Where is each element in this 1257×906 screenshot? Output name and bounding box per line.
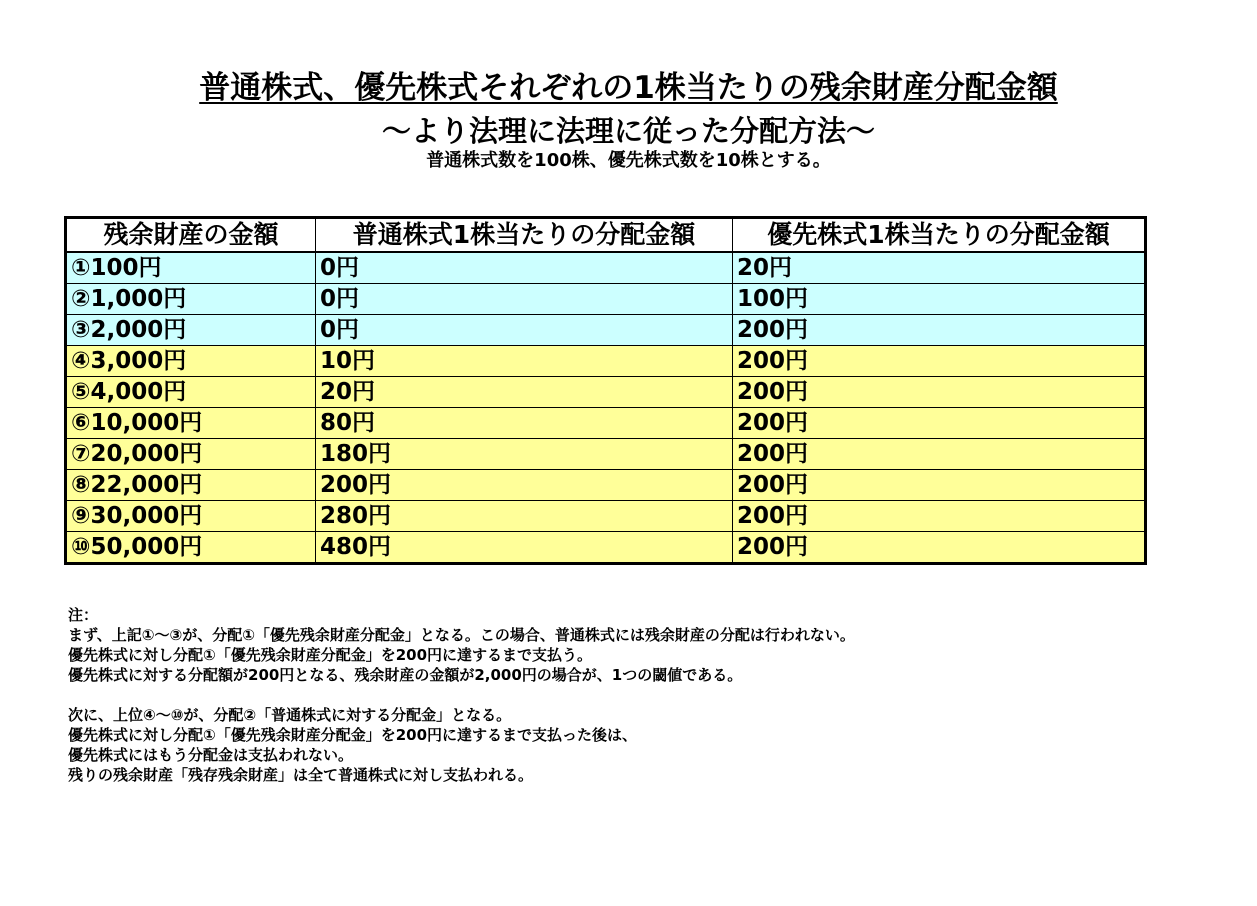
table-header-row	[66, 218, 1146, 253]
cell-common-amount: 20円	[316, 377, 733, 408]
notes-heading: 注：	[68, 606, 99, 624]
cell-common-amount: 0円	[316, 284, 733, 315]
cell-preferred-amount: 200円	[733, 408, 1146, 439]
table-row	[66, 470, 1146, 501]
cell-residual-amount: ②1,000円	[66, 284, 316, 315]
note-line: 次に、上位④～⑩が、分配②「普通株式に対する分配金」となる。	[68, 706, 512, 724]
cell-residual-amount: ①100円	[66, 252, 316, 284]
cell-preferred-amount: 200円	[733, 315, 1146, 346]
cell-preferred-amount: 200円	[733, 532, 1146, 564]
distribution-table	[64, 216, 1147, 565]
header-preferred-per-share: 優先株式1株当たりの分配金額	[733, 218, 1146, 253]
notes-section	[68, 605, 1218, 785]
cell-residual-amount: ④3,000円	[66, 346, 316, 377]
header-residual-amount: 残余財産の金額	[66, 218, 316, 253]
note-line: 優先株式にはもう分配金は支払われない。	[68, 746, 354, 764]
cell-residual-amount: ⑨30,000円	[66, 501, 316, 532]
table-row	[66, 408, 1146, 439]
cell-residual-amount: ⑥10,000円	[66, 408, 316, 439]
cell-preferred-amount: 200円	[733, 439, 1146, 470]
cell-common-amount: 0円	[316, 252, 733, 284]
table-row	[66, 284, 1146, 315]
cell-residual-amount: ③2,000円	[66, 315, 316, 346]
cell-common-amount: 280円	[316, 501, 733, 532]
document-title	[0, 68, 1257, 108]
table-body	[66, 252, 1146, 564]
document-subtitle: ～より法理に法理に従った分配方法～	[381, 114, 875, 148]
cell-residual-amount: ⑧22,000円	[66, 470, 316, 501]
cell-common-amount: 10円	[316, 346, 733, 377]
document-title-text: 普通株式、優先株式それぞれの1株当たりの残余財産分配金額	[199, 70, 1058, 106]
note-line	[68, 685, 1218, 705]
cell-preferred-amount: 200円	[733, 346, 1146, 377]
cell-common-amount: 200円	[316, 470, 733, 501]
cell-residual-amount: ⑦20,000円	[66, 439, 316, 470]
table-row	[66, 532, 1146, 564]
table-row	[66, 377, 1146, 408]
cell-residual-amount: ⑤4,000円	[66, 377, 316, 408]
table-row	[66, 315, 1146, 346]
cell-common-amount: 180円	[316, 439, 733, 470]
cell-common-amount: 0円	[316, 315, 733, 346]
note-line: まず、上記①～③が、分配①「優先残余財産分配金」となる。この場合、普通株式には残余財産の分配は行われない。	[68, 626, 855, 644]
cell-common-amount: 80円	[316, 408, 733, 439]
header-common-per-share: 普通株式1株当たりの分配金額	[316, 218, 733, 253]
table-row	[66, 346, 1146, 377]
premise-text: 普通株式数を100株、優先株式数を10株とする。	[426, 150, 831, 171]
cell-preferred-amount: 200円	[733, 377, 1146, 408]
note-line: 優先株式に対し分配①「優先残余財産分配金」を200円に達するまで支払う。	[68, 646, 593, 664]
cell-preferred-amount: 20円	[733, 252, 1146, 284]
cell-residual-amount: ⑩50,000円	[66, 532, 316, 564]
note-line: 優先株式に対する分配額が200円となる、残余財産の金額が2,000円の場合が、1つの閾値である。	[68, 666, 743, 684]
table-row	[66, 252, 1146, 284]
table-row	[66, 501, 1146, 532]
table-row	[66, 439, 1146, 470]
cell-common-amount: 480円	[316, 532, 733, 564]
cell-preferred-amount: 200円	[733, 501, 1146, 532]
note-line: 優先株式に対し分配①「優先残余財産分配金」を200円に達するまで支払った後は、	[68, 726, 638, 744]
cell-preferred-amount: 200円	[733, 470, 1146, 501]
cell-preferred-amount: 100円	[733, 284, 1146, 315]
note-line: 残りの残余財産「残存残余財産」は全て普通株式に対し支払われる。	[68, 766, 534, 784]
